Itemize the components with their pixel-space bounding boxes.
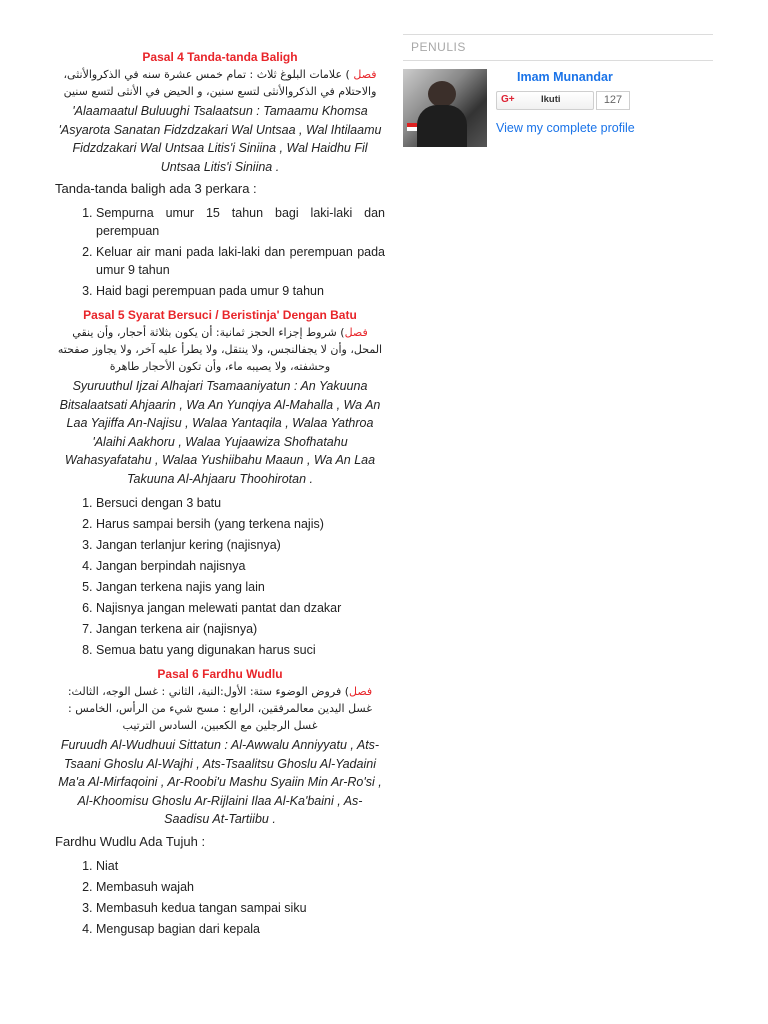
ordered-list (55, 857, 385, 938)
latin-transliteration: 'Alaamaatul Buluughi Tsalaatsun : Tamaamu Khomsa 'Asyarota Sanatan Fidzdzakari Wal Untsaa , Wal Ihtilaamu Fidzdzakari Wal Untsaa Litis'i Siniina , Wal Haidhu Fil Untsaa Litis'i Siniina . (58, 104, 382, 174)
section-heading: Pasal 5 Syarat Bersuci / Beristinja' Dengan Batu (83, 308, 357, 322)
follow-label: Ikuti (541, 94, 561, 105)
author-name-link[interactable]: Imam Munandar (517, 70, 613, 84)
flag-icon (407, 123, 417, 131)
list-item: 1. Sempurna umur 15 tahun bagi laki-laki dan perempuan (96, 204, 385, 240)
list-item: 1. Niat (96, 857, 385, 875)
list-item: 1. Bersuci dengan 3 batu (96, 494, 385, 512)
list-item: 2. Keluar air mani pada laki-laki dan perempuan pada umur 9 tahun (96, 243, 385, 279)
arabic-text (55, 66, 385, 100)
post-body (55, 50, 385, 946)
list-item: 5. Jangan terkena najis yang lain (96, 578, 385, 596)
list-item: 2. Harus sampai bersih (yang terkena najis) (96, 515, 385, 533)
section-heading: Pasal 6 Fardhu Wudlu (157, 667, 283, 681)
section-intro: Tanda-tanda baligh ada 3 perkara : (55, 181, 257, 196)
fasl-label: فصل (344, 326, 368, 339)
arabic-body: ) علامات البلوغ ثلاث : تمام خمس عشرة سنه في الذكروالأنثى، والاحتلام في الذكروالأنثى لتسع سنين، و الحيض في الأنثى لتسع سنين (63, 68, 377, 98)
section-intro: Fardhu Wudlu Ada Tujuh : (55, 833, 206, 849)
avatar[interactable] (403, 69, 487, 147)
gplus-follow-button[interactable] (496, 91, 594, 110)
ordered-list (55, 494, 385, 659)
fasl-label: فصل (349, 685, 373, 698)
list-item: 6. Najisnya jangan melewati pantat dan dzakar (96, 599, 385, 617)
arabic-body: ) شروط إجزاء الحجز ثمانية: أن يكون بثلاثة أحجار، وأن ينقي المحل، وأن لا يجفالنجس، ولا ينتقل، ولا يطرأ عليه آخر، ولا يجاوز صفحته وحشفته، ولا يصيبه ماء، وأن تكون الأحجار طاهرة (57, 326, 383, 373)
ordered-list (55, 204, 385, 300)
arabic-body: ) فروض الوضوء ستة: الأول:النية، الثاني : غسل الوجه، الثالث: غسل اليدين معالمرفقين، الرابع : مسح شيء من الرأس، الخامس : غسل الرجلين مع الكعبين، السادس الترتيب (67, 685, 372, 732)
avatar-body (417, 105, 467, 147)
follower-count: 127 (596, 91, 630, 110)
arabic-text (55, 683, 385, 734)
sidebar (403, 34, 713, 149)
section-heading: Pasal 4 Tanda-tanda Baligh (142, 50, 298, 64)
latin-transliteration: Syuruuthul Ijzai Alhajari Tsamaaniyatun : An Yakuuna Bitsalaatsati Ahjaarin , Wa An Yunqiya Al-Mahalla , Wa An Laa Yajiffa An-Najisu , Walaa Yantaqila , Walaa Yathroa 'Alaihi Aakhoru , Walaa Yujaawiza Shofhatahu Wahasyafatahu , Walaa Yushiibahu Maaun , Wa An Laa Takuuna Al-Ahjaaru Thoohirotan . (59, 379, 381, 486)
list-item: 4. Jangan berpindah najisnya (96, 557, 385, 575)
view-profile-link[interactable]: View my complete profile (496, 121, 635, 135)
list-item: 2. Membasuh wajah (96, 878, 385, 896)
latin-transliteration: Furuudh Al-Wudhuui Sittatun : Al-Awwalu Anniyyatu , Ats-Tsaani Ghoslu Al-Wajhi , Ats-Tsaalitsu Ghoslu Al-Yadaini Ma'a Al-Mirfaqoini , Ar-Roobi'u Mashu Syaiin Min Ar-Ro'si , Al-Khoomisu Ghoslu Ar-Rijlaini Ilaa Al-Ka'baini , As-Saadisu At-Tartiibu . (58, 738, 382, 826)
gplus-icon: G+ (501, 94, 515, 105)
author-profile (403, 69, 713, 149)
arabic-text (55, 324, 385, 375)
sidebar-title: PENULIS (403, 34, 713, 61)
list-item: 8. Semua batu yang digunakan harus suci (96, 641, 385, 659)
list-item: 4. Mengusap bagian dari kepala (96, 920, 385, 938)
list-item: 3. Membasuh kedua tangan sampai siku (96, 899, 385, 917)
avatar-head (428, 81, 456, 107)
fasl-label: فصل (353, 68, 377, 81)
list-item: 7. Jangan terkena air (najisnya) (96, 620, 385, 638)
list-item: 3. Haid bagi perempuan pada umur 9 tahun (96, 282, 385, 300)
list-item: 3. Jangan terlanjur kering (najisnya) (96, 536, 385, 554)
